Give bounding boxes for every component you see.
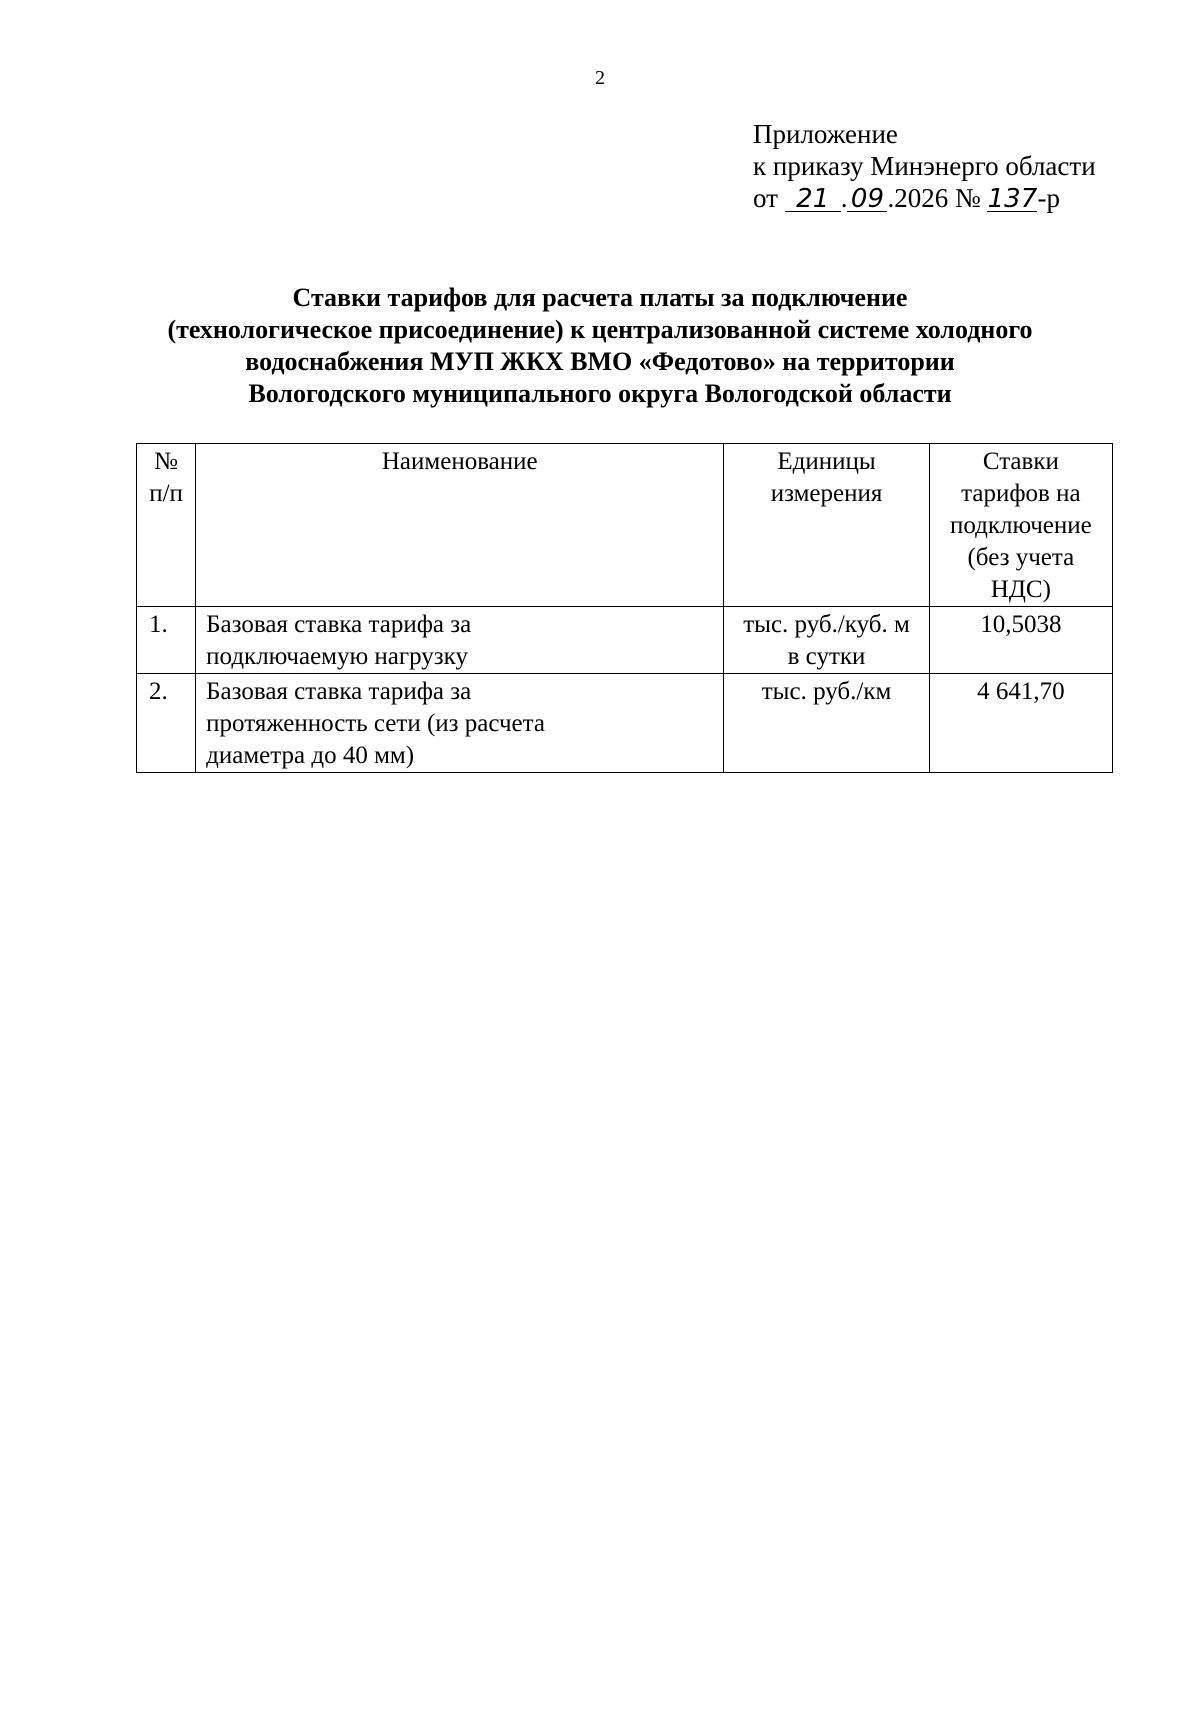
title-line: (технологическое присоединение) к централизованной системе холодного <box>167 315 1033 344</box>
title-line: Вологодского муниципального округа Вологодской области <box>248 379 952 408</box>
row-rate: 4 641,70 <box>929 674 1112 773</box>
title-line: Ставки тарифов для расчета платы за подключение <box>292 283 908 312</box>
header-rate-line: тарифов на <box>961 480 1081 507</box>
row-unit-line: в сутки <box>787 643 866 670</box>
appendix-title: Приложение <box>753 119 898 149</box>
appendix-block <box>753 118 1096 214</box>
row-rate: 10,5038 <box>929 607 1112 674</box>
row-name <box>196 674 724 773</box>
header-unit-line: измерения <box>770 480 883 507</box>
row-unit <box>724 607 929 674</box>
title-line: водоснабжения МУП ЖКХ ВМО «Федотово» на территории <box>245 347 955 376</box>
row-name-line: Базовая ставка тарифа за <box>206 611 472 638</box>
page-number: 2 <box>595 67 605 89</box>
date-year: .2026 № <box>887 183 988 213</box>
order-suffix: -р <box>1037 183 1060 213</box>
header-unit <box>724 444 929 607</box>
header-name: Наименование <box>196 444 724 607</box>
header-number <box>137 444 196 607</box>
row-name-line: Базовая ставка тарифа за <box>206 678 472 705</box>
header-unit-line: Единицы <box>777 448 876 475</box>
row-name-line: протяженность сети (из расчета <box>206 710 545 737</box>
handwritten-order-number: 137 <box>987 184 1038 214</box>
row-name-line: диаметра до 40 мм) <box>206 742 415 769</box>
row-unit-line: тыс. руб./куб. м <box>743 611 910 638</box>
row-name <box>196 607 724 674</box>
row-number: 1. <box>137 607 196 674</box>
appendix-order-reference: к приказу Минэнерго области <box>753 151 1096 181</box>
date-prefix: от <box>753 183 785 213</box>
header-rate-line: подключение <box>949 512 1092 539</box>
row-unit <box>724 674 929 773</box>
handwritten-month: 09 <box>847 187 887 212</box>
table-header-row <box>137 444 1113 607</box>
header-rate-line: (без учета <box>967 544 1075 571</box>
header-number-line: № <box>154 448 179 475</box>
date-separator: . <box>840 183 848 213</box>
row-name-line: подключаемую нагрузку <box>206 643 468 670</box>
handwritten-day: 21 <box>785 187 841 212</box>
row-unit-line: тыс. руб./км <box>761 678 892 705</box>
header-rate-line: Ставки <box>982 448 1059 475</box>
row-number: 2. <box>137 674 196 773</box>
header-number-line: п/п <box>149 480 183 507</box>
appendix-date-line <box>753 182 1096 214</box>
header-rate <box>929 444 1112 607</box>
document-title <box>0 282 1200 410</box>
table-row <box>137 607 1113 674</box>
table-row <box>137 674 1113 773</box>
header-rate-line: НДС) <box>990 576 1051 603</box>
tariff-rates-table <box>136 443 1113 773</box>
